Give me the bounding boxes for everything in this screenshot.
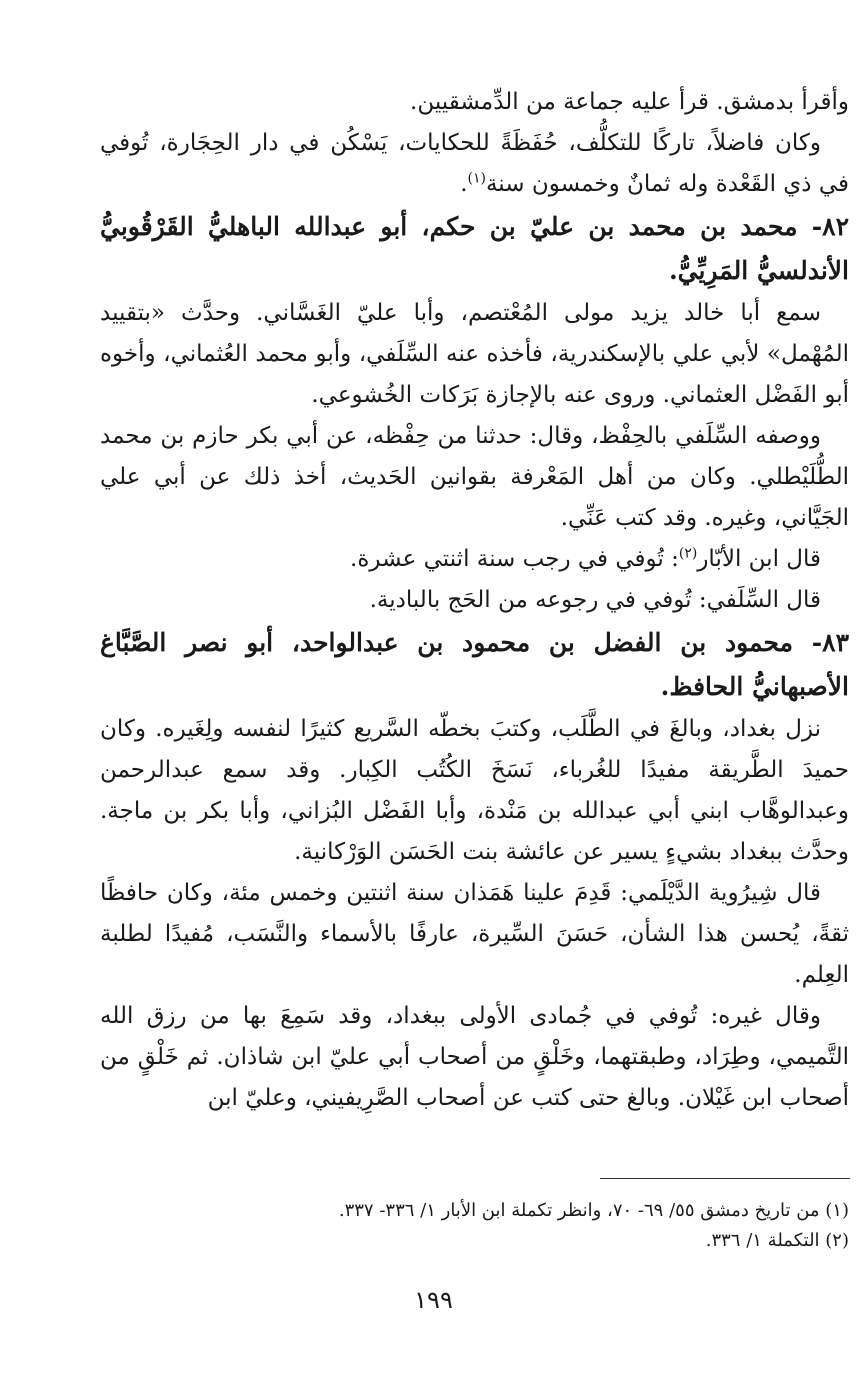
footnote-divider: [600, 1178, 850, 1179]
footnote-ref[interactable]: (١): [467, 170, 486, 187]
page-number: ١٩٩: [414, 1286, 453, 1314]
text-paragraph: وقال غيره: تُوفي في جُمادى الأولى ببغداد، وقد سَمِعَ بها من رزق الله التَّميمي، وطِرَاد، وطبقتهما، وخَلْقٍ من أصحاب أبي عليّ ابن شاذان. ثم خَلْقٍ من أصحاب ابن غَيْلان. وبالغ حتى كتب عن أصحاب الصَّرِيفيني، وعليّ ابن: [100, 1003, 849, 1111]
text-paragraph: قال السِّلَفي: تُوفي في رجوعه من الحَج بالبادية.: [369, 587, 821, 613]
entry-title-82: ٨٢- محمد بن محمد بن عليّ بن حكم، أبو عبدالله الباهليُّ القَرْقُوبيُّ الأندلسيُّ المَرِيِّيُّ.: [100, 212, 849, 285]
text-paragraph: نزل بغداد، وبالغَ في الطَّلَب، وكتبَ بخطّه السَّريع كثيرًا لنفسه ولِغَيره. وكان حميدَ الطَّريقة مفيدًا للغُرباء، نَسَخَ الكُتُب الكِبار. وقد سمع عبدالرحمن وعبدالوهَّاب ابني أبي عبدالله بن مَنْدة، وأبا الفَضْل البُزاني، وأبا بكر بن ماجة. وحدَّث ببغداد بشيءٍ يسير عن عائشة بنت الحَسَن الوَرْكانية.: [100, 716, 849, 865]
footnote-1: (١) من تاريخ دمشق ٥٥/ ٦٩- ٧٠، وانظر تكملة ابن الأبار ١/ ٣٣٦- ٣٣٧.: [338, 1200, 849, 1221]
text-paragraph: قال شِيرُوية الدَّيْلَمي: قَدِمَ علينا هَمَذان سنة اثنتين وخمس مئة، وكان حافظًا ثقةً، يُحسن هذا الشأن، حَسَنَ السِّيرة، عارفًا بالأسماء والنَّسَب، مُفيدًا لطلبة العِلم.: [100, 880, 849, 988]
text-paragraph: وكان فاضلاً، تاركًا للتكلُّف، حُفَظَةً للحكايات، يَسْكُن في دار الحِجَارة، تُوفي في ذي القَعْدة وله ثمانٌ وخمسون سنة$^{(١)}$.: [100, 130, 849, 197]
footnote-2: (٢) التكملة ١/ ٣٣٦.: [705, 1230, 849, 1251]
footnote-ref[interactable]: (٢): [678, 545, 698, 562]
text-paragraph: قال ابن الأبّار$^{(٢)}$: تُوفي في رجب سنة اثنتي عشرة.: [350, 545, 821, 572]
text-paragraph: ووصفه السِّلَفي بالحِفْظ، وقال: حدثنا من حِفْظه، عن أبي بكر حازم بن محمد الطُّلَيْطلي. وكان من أهل المَعْرفة بقوانين الحَديث، أخذ ذلك عن أبي علي الجَيَّاني، وغيره. وقد كتب عَنِّي.: [100, 423, 849, 531]
entry-title-83: ٨٣- محمود بن الفضل بن محمود بن عبدالواحد، أبو نصر الصَّبَّاغ الأصبهانيُّ الحافظ.: [100, 628, 849, 701]
text-line: وأقرأ بدمشق. قرأ عليه جماعة من الدِّمشقيين.: [410, 89, 849, 115]
footnotes: [80, 1196, 849, 1256]
main-text: [100, 82, 849, 1119]
text-paragraph: سمع أبا خالد يزيد مولى المُعْتصم، وأبا عليّ الغَسَّاني. وحدَّث «بتقييد المُهْمل» لأبي علي بالإسكندرية، فأخذه عنه السِّلَفي، وأبو محمد العُثماني، وأخوه أبو الفَضْل العثماني. وروى عنه بالإجازة بَرَكات الخُشوعي.: [100, 300, 849, 408]
